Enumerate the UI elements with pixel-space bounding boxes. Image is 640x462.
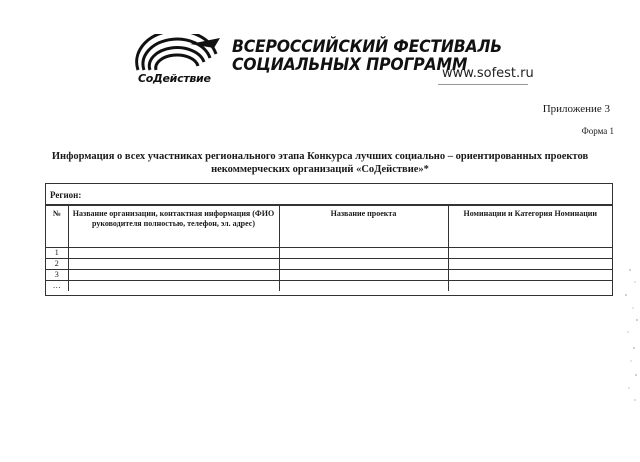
document-title-line2: некоммерческих организаций «СоДействие»* [211,164,429,175]
nominations-cell[interactable] [448,259,612,270]
table-row [46,270,612,281]
document-title [40,150,600,176]
sodeistvie-logo [130,34,230,84]
organization-cell[interactable] [68,248,279,259]
row-number: 1 [46,248,68,259]
participants-table [45,183,613,296]
nominations-cell[interactable] [448,270,612,281]
column-header-nominations: Номинации и Категория Номинации [448,206,612,248]
form-number: Форма 1 [581,126,614,136]
table-row [46,248,612,259]
row-number: 3 [46,270,68,281]
table-row [46,259,612,270]
table-row [46,281,612,292]
organization-cell[interactable] [68,259,279,270]
organization-cell[interactable] [68,270,279,281]
project-cell[interactable] [279,270,448,281]
document-title-line1: Информация о всех участниках регионального этапа Конкурса лучших социально – ориентированных проектов [51,151,589,162]
region-label: Регион: [50,190,82,200]
row-number: 2 [46,259,68,270]
logo-wordmark: СоДействие [138,72,211,85]
website-link[interactable]: www.sofest.ru [442,66,534,81]
appendix-label: Приложение 3 [542,103,610,115]
festival-title-line1: ВСЕРОССИЙСКИЙ ФЕСТИВАЛЬ [232,37,503,57]
project-cell[interactable] [279,281,448,292]
column-header-project: Название проекта [279,206,448,248]
header-divider [438,84,528,85]
scan-noise [600,260,640,410]
column-header-number: № [46,206,68,248]
row-number: … [46,281,68,292]
column-header-organization: Название организации, контактная информация (ФИО руководителя полностью, телефон, эл. адрес) [68,206,279,248]
organization-cell[interactable] [68,281,279,292]
nominations-cell[interactable] [448,281,612,292]
project-cell[interactable] [279,259,448,270]
festival-title-line2: СОЦИАЛЬНЫХ ПРОГРАММ [232,55,468,75]
participants-grid [46,205,612,291]
project-cell[interactable] [279,248,448,259]
nominations-cell[interactable] [448,248,612,259]
